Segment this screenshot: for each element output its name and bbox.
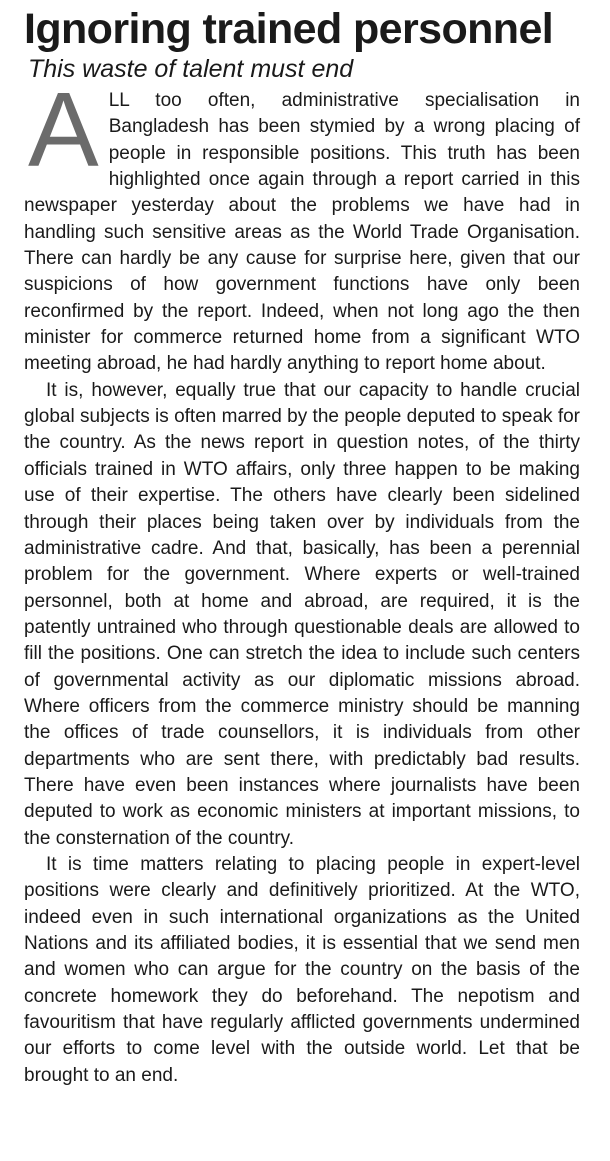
paragraph-3: It is time matters relating to placing people in expert-level positions were clearly and definitively prioritized. At the WTO, indeed even in such international organizations as the United Nations and its affiliated bodies, it is essential that we send men and women who can argue for the country on the basis of the concrete homework they do beforehand. The nepotism and favouritism that have regularly afflicted governments undermined our efforts to come level with the outside world. Let that be brought to an end.: [24, 853, 580, 1086]
headline: Ignoring trained personnel: [24, 5, 554, 53]
editorial-article: [24, 0, 580, 1089]
paragraph-1: [24, 71, 580, 378]
article-body: [24, 71, 580, 1089]
subheadline: This waste of talent must end: [28, 55, 354, 83]
paragraph-2: It is, however, equally true that our capacity to handle crucial global subjects is often marred by the people deputed to speak for the country. As the news report in question notes, of the thirty officials trained in WTO affairs, only three happen to be making use of their expertise. The others have clearly been sidelined through their places being taken over by individuals from the administrative cadre. And that, basically, has been a perennial problem for the government. Where experts or well-trained personnel, both at home and abroad, are required, it is the patently untrained who through questionable deals are allowed to fill the positions. One can stretch the idea to include such centers of governmental activity as our diplomatic missions abroad. Where officers from the commerce ministry should be manning the offices of trade counsellors, it is individuals from other departments who are sent there, with predictably bad results. There have even been instances where journalists have been deputed to work as economic ministers at important missions, to the consternation of the country.: [24, 379, 580, 849]
paragraph-1-text: LL too often, administrative specialisation in Bangladesh has been stymied by a wrong placing of people in responsible positions. This truth has been highlighted once again through a report carried in this newspaper yesterday about the problems we have had in handling such sensitive areas as the World Trade Organisation. There can hardly be any cause for surprise here, given that our suspicions of how government functions have only been reconfirmed by the report. Indeed, when not long ago the then minister for commerce returned home from a significant WTO meeting abroad, he had hardly anything to report home about.: [24, 90, 580, 375]
drop-cap: A: [28, 71, 99, 189]
